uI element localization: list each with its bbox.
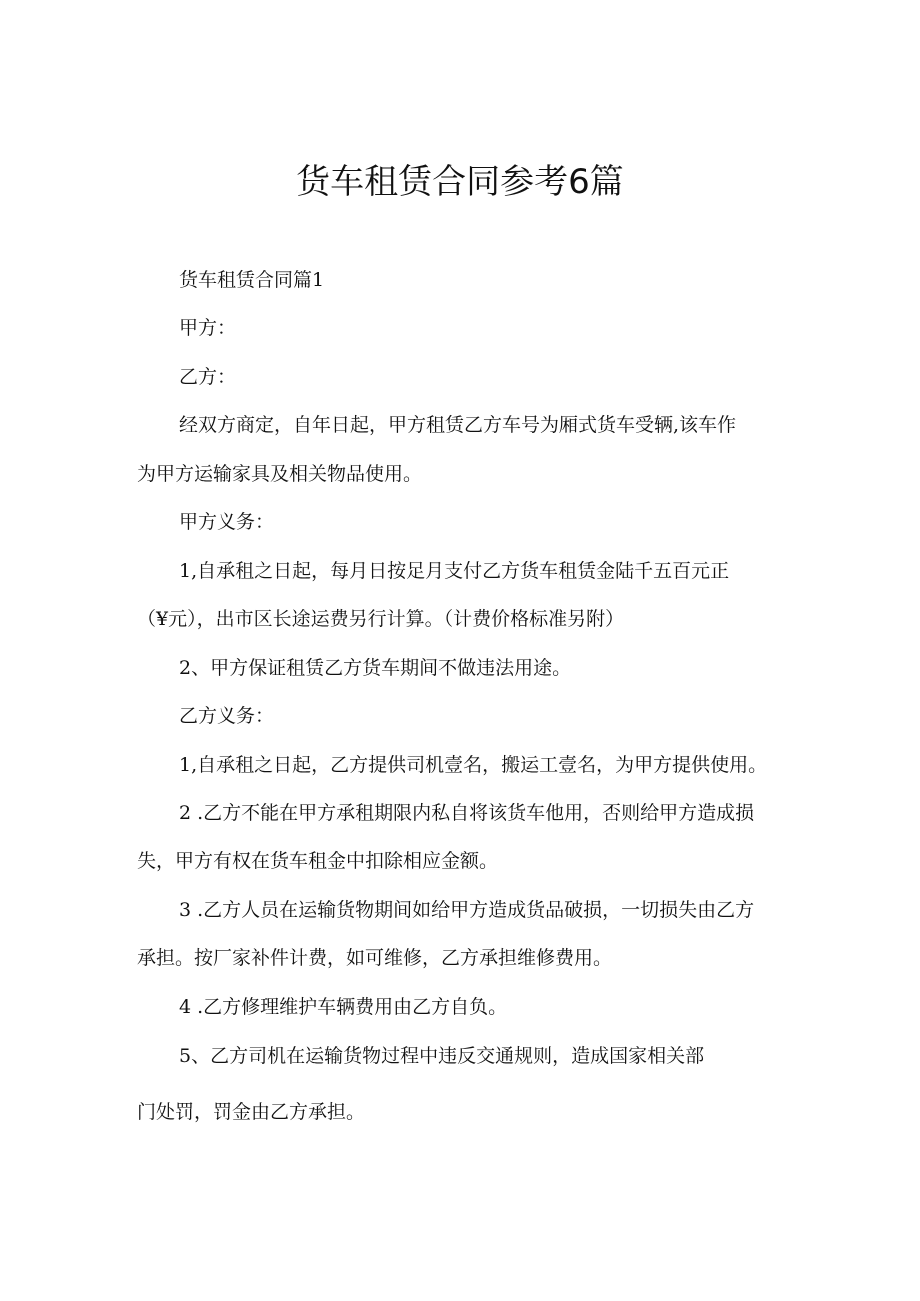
paragraph-line: 为甲方运输家具及相关物品使用。	[137, 463, 423, 485]
paragraph-line: 2、甲方保证租赁乙方货车期间不做违法用途。	[179, 657, 572, 679]
section-heading: 货车租赁合同篇1	[179, 269, 325, 291]
paragraph-line: 门处罚，罚金由乙方承担。	[137, 1101, 366, 1123]
paragraph-line: 经双方商定，自年日起，甲方租赁乙方车号为厢式货车受辆,该车作	[179, 414, 737, 436]
party-a-duties-heading: 甲方义务：	[179, 511, 275, 533]
party-b-label: 乙方：	[179, 366, 237, 388]
paragraph-line: 3 .乙方人员在运输货物期间如给甲方造成货品破损，一切损失由乙方	[179, 899, 755, 921]
paragraph-line: 4 .乙方修理维护车辆费用由乙方自负。	[179, 996, 508, 1018]
party-a-label: 甲方：	[179, 317, 237, 339]
party-b-duties-heading: 乙方义务：	[179, 705, 275, 727]
paragraph-line: 1,自承租之日起，每月日按足月支付乙方货车租赁金陆千五百元正	[179, 560, 730, 582]
document-title: 货车租赁合同参考6篇	[296, 162, 624, 202]
paragraph-line: 1,自承租之日起，乙方提供司机壹名，搬运工壹名，为甲方提供使用。	[179, 754, 768, 776]
paragraph-line: 失，甲方有权在货车租金中扣除相应金额。	[137, 850, 499, 872]
paragraph-line: （¥元），出市区长途运费另行计算。（计费价格标准另附）	[137, 608, 625, 630]
paragraph-line: 5、乙方司机在运输货物过程中违反交通规则，造成国家相关部	[179, 1045, 705, 1067]
paragraph-line: 2 .乙方不能在甲方承租期限内私自将该货车他用，否则给甲方造成损	[179, 802, 755, 824]
paragraph-line: 承担。按厂家补件计费，如可维修，乙方承担维修费用。	[137, 947, 613, 969]
